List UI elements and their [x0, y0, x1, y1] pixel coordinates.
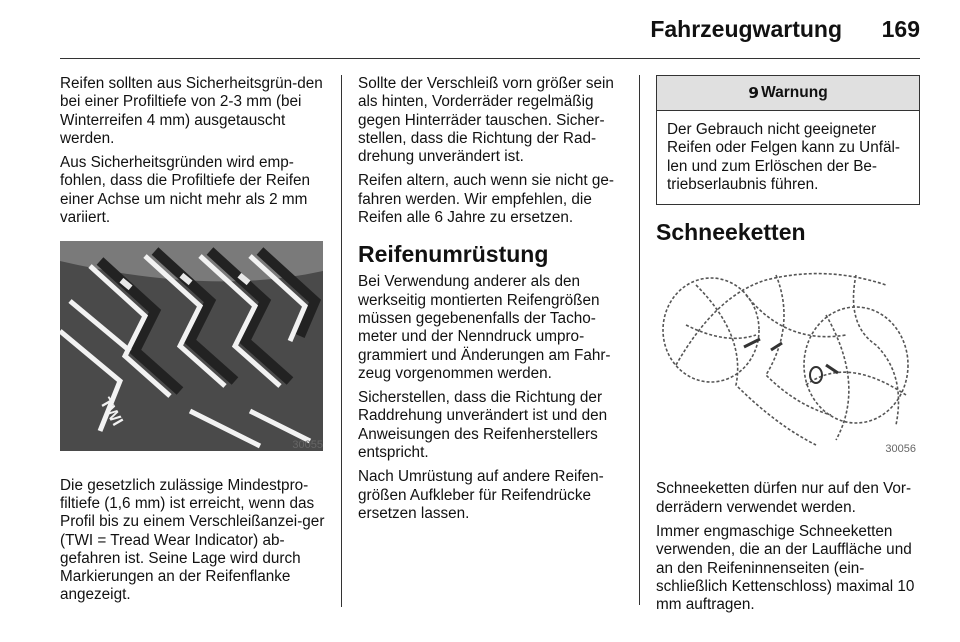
warning-icon: 9	[748, 83, 760, 102]
section-heading: Schneeketten	[656, 219, 806, 246]
paragraph: Bei Verwendung anderer als den werkseitig montierten Reifengrößen müssen gegebenenfalls der Tacho-meter und der Nenndruck umpro-grammiert und Änderungen am Fahr-zeug vorgenommen werden.	[358, 273, 611, 382]
page-number: 169	[881, 16, 920, 42]
header-rule	[60, 58, 920, 59]
warning-box	[656, 75, 920, 205]
paragraph: Reifen sollten aus Sicherheitsgrün-den bei einer Profiltiefe von 2-3 mm (bei Winterreifen 4 mm) ausgetauscht werden.	[60, 75, 323, 147]
paragraph: Nach Umrüstung auf andere Reifen-größen Aufkleber für Reifendrücke ersetzen lassen.	[358, 468, 604, 522]
tire-tread-figure	[60, 241, 327, 456]
paragraph: Die gesetzlich zulässige Mindestpro-filtiefe (1,6 mm) ist erreicht, wenn das Profil bis zu einem Verschleißanzei-ger (TWI = Tread Wear Indicator) ab-gefahren ist. Seine Lage wird durch Markierungen an der Reifenflanke angezeigt.	[60, 476, 325, 604]
paragraph: Immer engmaschige Schneeketten verwenden, die an der Lauffläche und an den Reifeninnenseiten (ein-schließlich Kettenschloss) maximal 10 mm auftragen.	[656, 523, 915, 614]
page-header	[0, 0, 960, 60]
column-left	[60, 75, 327, 611]
column-middle	[358, 75, 625, 529]
paragraph: Sicherstellen, dass die Richtung der Raddrehung unverändert ist und den Anweisungen des Reifenherstellers entspricht.	[358, 389, 608, 462]
warning-title: Warnung	[761, 83, 828, 101]
paragraph: Reifen altern, auch wenn sie nicht ge-fahren werden. Wir empfehlen, die Reifen alle 6 Jahre zu ersetzen.	[358, 172, 614, 227]
snow-chain-figure	[656, 255, 920, 460]
figure-number: 30056	[885, 443, 916, 456]
figure-number: 30055	[292, 439, 323, 452]
twi-marking: TWI	[96, 395, 126, 430]
column-right	[656, 75, 920, 621]
column-divider	[639, 75, 640, 605]
section-title: Fahrzeugwartung	[650, 16, 842, 42]
tire-tread-illustration	[60, 241, 323, 451]
snow-chain-illustration	[656, 255, 918, 455]
warning-text: Der Gebrauch nicht geeigneter Reifen oder Felgen kann zu Unfäl-len und zum Erlöschen der Be-triebserlaubnis führen.	[667, 121, 900, 193]
warning-header	[657, 76, 919, 111]
column-divider	[341, 75, 342, 607]
paragraph: Schneeketten dürfen nur auf den Vor-derrädern verwendet werden.	[656, 480, 912, 516]
paragraph: Aus Sicherheitsgründen wird emp-fohlen, dass die Profiltiefe der Reifen einer Achse um nicht mehr als 2 mm variiert.	[60, 154, 310, 227]
section-heading: Reifenumrüstung	[358, 241, 549, 268]
paragraph: Sollte der Verschleiß vorn größer sein als hinten, Vorderräder regelmäßig gegen Hinterräder tauschen. Sicher-stellen, dass die Richtung der Rad-drehung unverändert ist.	[358, 75, 614, 166]
